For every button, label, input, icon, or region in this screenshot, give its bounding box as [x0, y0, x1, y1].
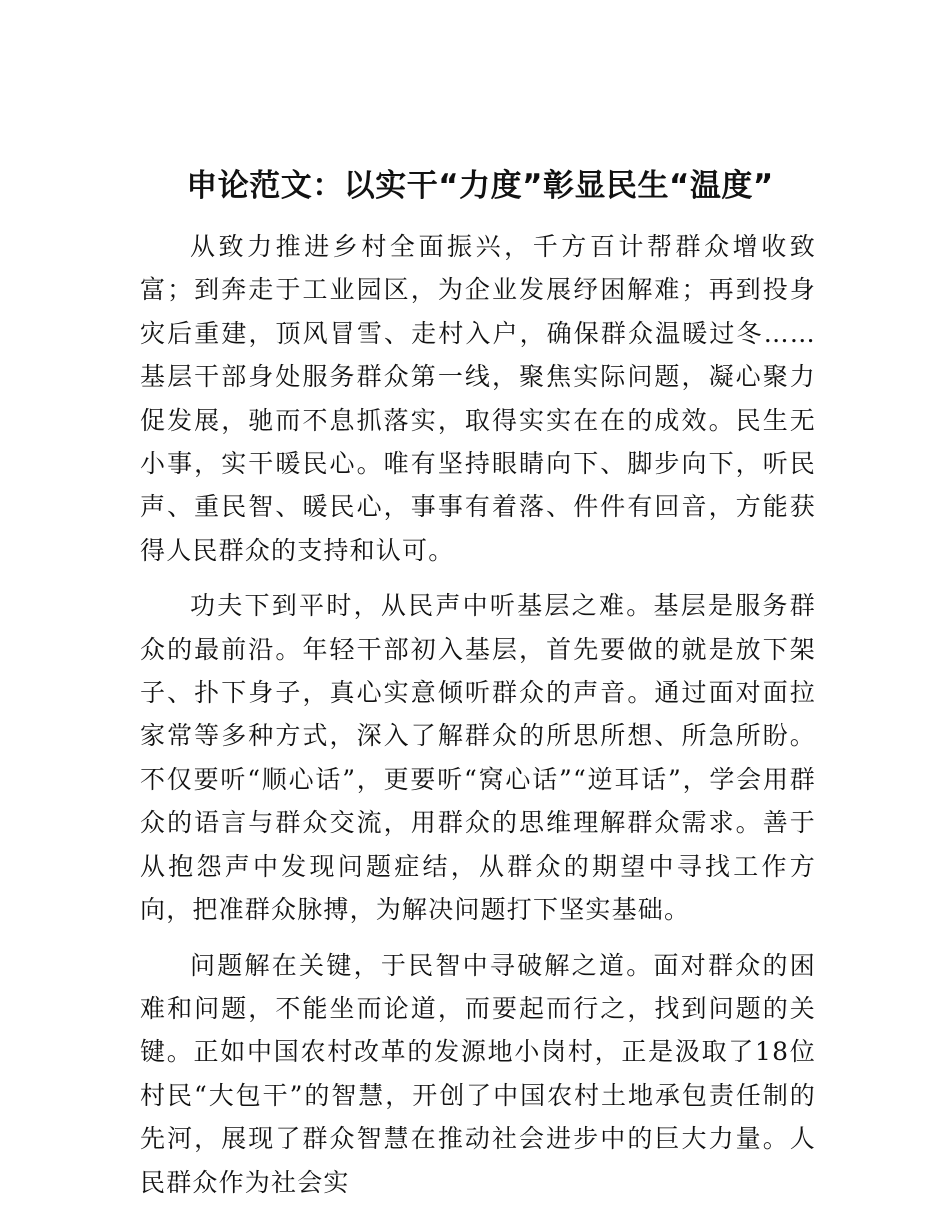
- document-title: 申论范文：以实干“力度”彰显民生“温度”: [186, 168, 774, 204]
- paragraph-3: 问题解在关键，于民智中寻破解之道。面对群众的困难和问题，不能坐而论道，而要起而行之，找到问题的关键。正如中国农村改革的发源地小岗村，正是汲取了18位村民“大包干”的智慧，开创了中国农村土地承包责任制的先河，展现了群众智慧在推动社会进步中的巨大力量。人民群众作为社会实: [140, 950, 816, 1197]
- paragraph-2: 功夫下到平时，从民声中听基层之难。基层是服务群众的最前沿。年轻干部初入基层，首先要做的就是放下架子、扑下身子，真心实意倾听群众的声音。通过面对面拉家常等多种方式，深入了解群众的所思所想、所急所盼。不仅要听“顺心话”，更要听“窝心话”“逆耳话”，学会用群众的语言与群众交流，用群众的思维理解群众需求。善于从抱怨声中发现问题症结，从群众的期望中寻找工作方向，把准群众脉搏，为解决问题打下坚实基础。: [140, 591, 816, 925]
- document-body: [140, 225, 816, 1216]
- paragraph-1: 从致力推进乡村全面振兴，千方百计帮群众增收致富；到奔走于工业园区，为企业发展纾困解难；再到投身灾后重建，顶风冒雪、走村入户，确保群众温暖过冬……基层干部身处服务群众第一线，聚焦实际问题，凝心聚力促发展，驰而不息抓落实，取得实实在在的成效。民生无小事，实干暖民心。唯有坚持眼睛向下、脚步向下，听民声、重民智、暖民心，事事有着落、件件有回音，方能获得人民群众的支持和认可。: [140, 232, 816, 565]
